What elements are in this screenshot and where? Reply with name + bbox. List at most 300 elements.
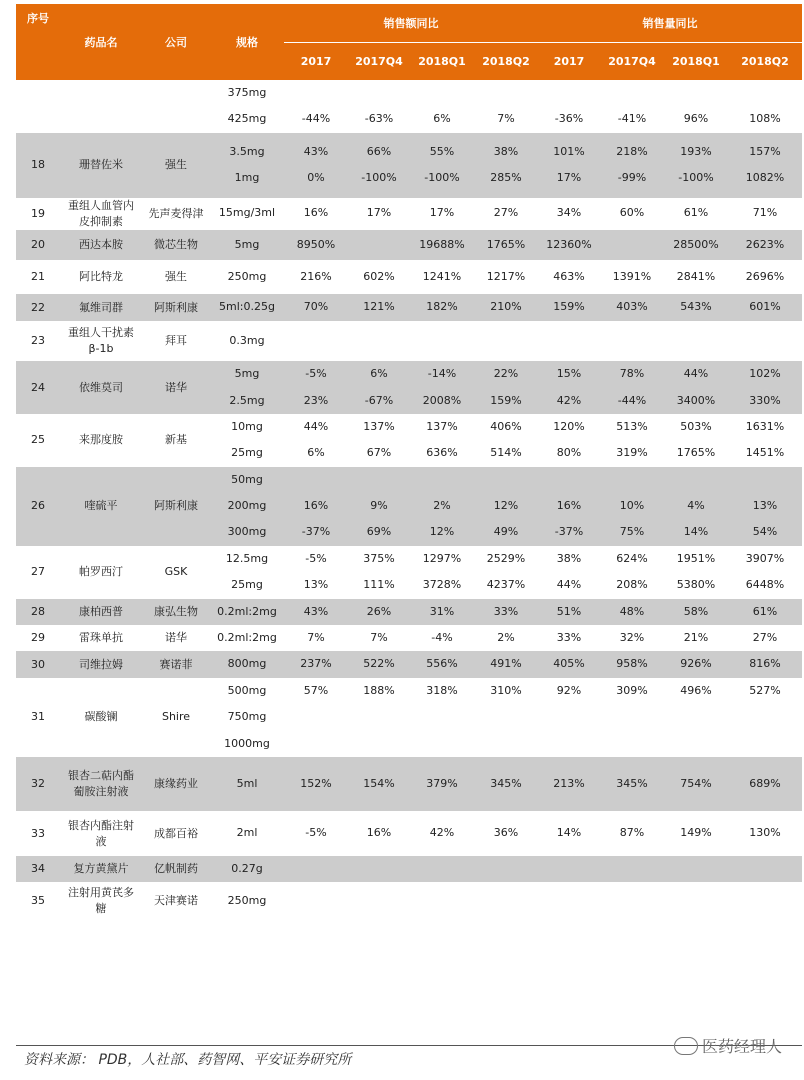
growth-value: 152% [300,777,332,790]
growth-value [348,856,410,882]
table-row [16,321,802,361]
growth-cell [538,414,600,467]
growth-value: 1082% [745,171,785,185]
spec-value: 5ml:0.25g [219,300,275,314]
growth-value: 689% [749,777,781,790]
spec-cell [210,133,284,198]
growth-value: 1765% [676,446,716,460]
growth-value: 61% [752,604,778,618]
growth-cell [664,546,728,599]
growth-value: 43% [303,144,329,158]
growth-value: 87% [619,826,645,840]
growth-value: 2623% [745,237,785,251]
growth-cell [348,856,410,882]
company-name: Shire [161,710,191,724]
growth-value: 16% [556,499,582,513]
growth-value [664,328,728,354]
spec-value: 2ml [236,826,258,840]
growth-cell [728,678,802,757]
growth-cell [474,361,538,414]
table-row [16,133,802,198]
growth-value [348,704,410,730]
growth-value: 7% [497,112,515,126]
spec-cell [210,198,284,230]
growth-value [728,328,802,354]
growth-value [664,856,728,882]
growth-value: 75% [619,525,645,539]
table-row [16,80,802,133]
row-number: 26 [16,467,60,546]
growth-value [348,232,410,258]
growth-cell [474,198,538,230]
growth-value: 4% [687,499,705,513]
growth-value [410,704,474,730]
growth-value: 318% [426,683,458,697]
growth-value: 26% [366,604,392,618]
growth-value: -100% [361,171,397,185]
growth-value [348,888,410,914]
company-name: GSK [164,565,188,579]
growth-value: -37% [301,525,331,539]
growth-cell [284,757,348,811]
growth-cell [474,651,538,677]
growth-value: -100% [424,171,460,185]
growth-value: 2529% [486,551,526,565]
growth-value [728,704,802,730]
growth-cell [348,467,410,546]
growth-cell [474,625,538,651]
growth-value [538,731,600,757]
growth-cell [664,361,728,414]
growth-value: 345% [616,777,648,790]
header-volume-group: 销售量同比 [538,4,802,42]
growth-value: 14% [683,525,709,539]
growth-cell [474,856,538,882]
growth-value: 48% [619,604,645,618]
growth-value [600,731,664,757]
growth-value: 17% [429,206,455,220]
spec-value: 3.5mg [229,144,265,158]
growth-value [410,731,474,757]
growth-value [664,80,728,106]
growth-value: 44% [683,367,709,381]
growth-value: -44% [617,393,647,407]
growth-value [538,467,600,493]
growth-value [664,731,728,757]
growth-value: -4% [431,631,453,645]
spec-value: 5mg [234,237,260,251]
row-number: 29 [31,631,45,645]
growth-value: 816% [749,657,781,671]
growth-cell [728,599,802,625]
growth-value: 754% [680,777,712,790]
growth-cell [348,678,410,757]
drug-name: 珊替佐米 [60,133,142,198]
growth-value [474,328,538,354]
growth-value [538,888,600,914]
drug-name: 阿比特龙 [79,270,123,284]
table-row [16,625,802,651]
growth-value [538,80,600,106]
table-row [16,811,802,855]
growth-value: 60% [619,206,645,220]
growth-value: 12% [493,499,519,513]
header-sales-group: 销售额同比 [284,4,538,42]
spec-cell [210,546,284,599]
growth-cell [348,80,410,133]
growth-cell [538,882,600,920]
growth-value [600,467,664,493]
growth-cell [474,321,538,361]
growth-cell [410,757,474,811]
growth-cell [664,198,728,230]
growth-cell [474,599,538,625]
drug-name: 来那度胺 [79,433,123,447]
spec-value: 2.5mg [229,393,265,407]
growth-cell [348,546,410,599]
growth-value: 137% [363,419,395,433]
growth-value: 137% [426,419,458,433]
growth-value: 43% [303,604,329,618]
growth-cell [410,882,474,920]
growth-value: 188% [363,683,395,697]
growth-value: 6% [370,367,388,381]
growth-value: 406% [490,419,522,433]
growth-value: 310% [490,683,522,697]
growth-value: 38% [556,551,582,565]
growth-value: -63% [364,112,394,126]
growth-value [474,80,538,106]
growth-cell [664,467,728,546]
header-period: 2018Q1 [410,42,474,80]
growth-cell [284,882,348,920]
growth-value: 208% [616,578,648,592]
growth-value: 285% [490,171,522,185]
growth-value: 1391% [612,269,652,283]
drug-name [60,80,142,133]
growth-value: 55% [429,144,455,158]
growth-value: 958% [616,657,648,671]
growth-value [664,888,728,914]
growth-cell [284,811,348,855]
spec-cell [210,321,284,361]
growth-cell [284,321,348,361]
growth-value: -14% [427,367,457,381]
growth-value [284,80,348,106]
growth-value: -37% [554,525,584,539]
drug-name: 银杏内酯注射液 [68,818,134,848]
growth-value: 16% [366,826,392,840]
row-number: 22 [16,294,60,320]
growth-value [538,856,600,882]
growth-value: 49% [493,525,519,539]
company-name: 阿斯利康 [142,467,210,546]
growth-value: 71% [752,206,778,220]
growth-cell [600,651,664,677]
growth-value: 463% [553,269,585,283]
growth-value [348,328,410,354]
growth-cell [600,80,664,133]
growth-cell [348,811,410,855]
growth-cell [664,856,728,882]
growth-value [348,467,410,493]
growth-value: 149% [680,826,712,840]
growth-value: 27% [752,631,778,645]
growth-cell [600,678,664,757]
growth-cell [664,678,728,757]
growth-cell [600,467,664,546]
growth-value: 375% [363,551,395,565]
growth-value: 121% [363,300,395,314]
growth-value: 636% [426,446,458,460]
growth-cell [410,230,474,260]
company-name: 强生 [142,133,210,198]
growth-cell [600,856,664,882]
drug-name: 司维拉姆 [60,651,142,677]
growth-value: 111% [363,578,395,592]
growth-value: 96% [683,112,709,126]
growth-value: 514% [490,446,522,460]
growth-cell [728,133,802,198]
growth-value: 543% [680,300,712,314]
growth-value [410,328,474,354]
growth-cell [348,599,410,625]
growth-cell [284,230,348,260]
growth-value: 34% [556,206,582,220]
spec-value: 200mg [227,499,267,513]
growth-cell [410,414,474,467]
growth-cell [728,811,802,855]
growth-value: 57% [303,683,329,697]
growth-cell [538,757,600,811]
growth-value: 16% [303,499,329,513]
growth-value [410,856,474,882]
growth-cell [410,811,474,855]
growth-cell [728,260,802,294]
growth-cell [600,414,664,467]
growth-cell [728,546,802,599]
spec-value: 12.5mg [225,551,269,565]
growth-value: 527% [749,683,781,697]
growth-value: 67% [366,446,392,460]
growth-value: 330% [749,393,781,407]
growth-cell [538,260,600,294]
row-number: 21 [31,270,45,284]
growth-cell [728,414,802,467]
growth-value [664,467,728,493]
growth-value [284,856,348,882]
growth-cell [600,599,664,625]
header-period: 2018Q1 [664,42,728,80]
spec-value: 300mg [227,525,267,539]
growth-cell [664,757,728,811]
company-name: 阿斯利康 [142,294,210,320]
growth-value: 42% [429,826,455,840]
growth-value: 0% [307,171,325,185]
growth-cell [284,294,348,320]
growth-value: 27% [493,206,519,220]
table-row [16,757,802,811]
growth-cell [538,198,600,230]
growth-value: 21% [683,631,709,645]
growth-value: 102% [749,367,781,381]
growth-cell [348,414,410,467]
growth-cell [474,230,538,260]
growth-value [600,888,664,914]
spec-value: 25mg [231,578,263,592]
growth-value: 345% [490,777,522,790]
spec-cell [210,678,284,757]
growth-cell [728,882,802,920]
spec-cell [210,882,284,920]
growth-value: -41% [617,112,647,126]
growth-cell [348,260,410,294]
growth-value: 15% [556,367,582,381]
spec-value: 0.2ml:2mg [217,631,277,645]
growth-cell [600,230,664,260]
spec-value: 5mg [234,367,260,381]
growth-value: 130% [749,826,781,840]
growth-value: 31% [429,604,455,618]
company-name: 拜耳 [165,333,187,347]
row-number: 24 [16,361,60,414]
company-name: 亿帆制药 [142,856,210,882]
growth-cell [728,757,802,811]
row-number: 31 [31,710,45,724]
company-name: 赛诺菲 [142,651,210,677]
growth-cell [664,599,728,625]
growth-cell [600,625,664,651]
growth-value [728,731,802,757]
header-period: 2017 [538,42,600,80]
table-row [16,294,802,320]
growth-cell [284,599,348,625]
growth-value: 1951% [676,551,716,565]
growth-cell [728,80,802,133]
growth-value: 319% [616,446,648,460]
growth-value: -5% [305,826,327,840]
growth-value [410,80,474,106]
growth-cell [538,133,600,198]
table-row [16,651,802,677]
growth-value: 13% [752,499,778,513]
company-name: 强生 [165,270,187,284]
growth-cell [600,361,664,414]
growth-value: 101% [553,144,585,158]
growth-value: 12% [429,525,455,539]
row-number: 33 [31,826,45,840]
growth-cell [538,856,600,882]
company-name: 天津赛诺 [154,894,198,908]
growth-value [284,888,348,914]
growth-cell [410,599,474,625]
spec-value: 800mg [227,657,267,671]
growth-value [284,467,348,493]
table-row [16,856,802,882]
growth-cell [474,678,538,757]
spec-value: 375mg [227,86,267,99]
sales-growth-table [16,4,802,921]
growth-value: 601% [749,300,781,314]
growth-value: 602% [363,269,395,283]
spec-value: 500mg [227,683,267,697]
growth-value: 182% [426,300,458,314]
growth-cell [664,294,728,320]
growth-value [728,856,802,882]
growth-value: 10% [619,499,645,513]
growth-cell [410,133,474,198]
growth-cell [284,546,348,599]
growth-value: 4237% [486,578,526,592]
growth-cell [474,811,538,855]
growth-value: 926% [680,657,712,671]
growth-cell [410,546,474,599]
table-row [16,546,802,599]
growth-cell [728,230,802,260]
spec-value: 1000mg [224,736,270,750]
growth-cell [600,133,664,198]
chat-bubble-icon [674,1037,698,1055]
growth-value: 44% [556,578,582,592]
growth-value [410,888,474,914]
growth-value: 7% [307,631,325,645]
growth-cell [664,882,728,920]
source-text: 资料来源： PDB，人社部、药智网、平安证券研究所 [24,1052,352,1068]
growth-value: 2841% [676,269,716,283]
drug-name: 帕罗西汀 [79,565,123,579]
spec-cell [210,599,284,625]
spec-cell [210,856,284,882]
spec-value: 5ml [236,777,258,790]
growth-value: -5% [305,551,327,565]
growth-cell [664,133,728,198]
growth-value [474,467,538,493]
growth-value: 9% [370,499,388,513]
growth-cell [538,80,600,133]
growth-cell [728,625,802,651]
growth-value: 379% [426,777,458,790]
growth-value: 1241% [422,269,462,283]
growth-cell [600,260,664,294]
growth-cell [410,80,474,133]
growth-value: 157% [749,144,781,158]
growth-cell [474,294,538,320]
growth-value: 159% [490,393,522,407]
growth-value: 1631% [745,419,785,433]
growth-value: 1765% [486,237,526,251]
drug-name: 注射用黄芪多糖 [68,886,134,916]
growth-cell [664,80,728,133]
spec-cell [210,414,284,467]
growth-value: 58% [683,604,709,618]
growth-value [284,328,348,354]
growth-cell [348,651,410,677]
row-number: 28 [16,599,60,625]
growth-value [538,704,600,730]
drug-name: 银杏二萜内酯葡胺注射液 [60,757,142,811]
spec-cell [210,294,284,320]
growth-value: 17% [366,206,392,220]
header-period: 2017Q4 [600,42,664,80]
company-name: 成都百裕 [154,826,198,840]
company-name: 先声麦得津 [148,206,204,220]
growth-value [474,888,538,914]
growth-value: 61% [683,206,709,220]
table-row [16,467,802,546]
growth-value: 38% [493,144,519,158]
growth-cell [538,321,600,361]
growth-cell [600,294,664,320]
